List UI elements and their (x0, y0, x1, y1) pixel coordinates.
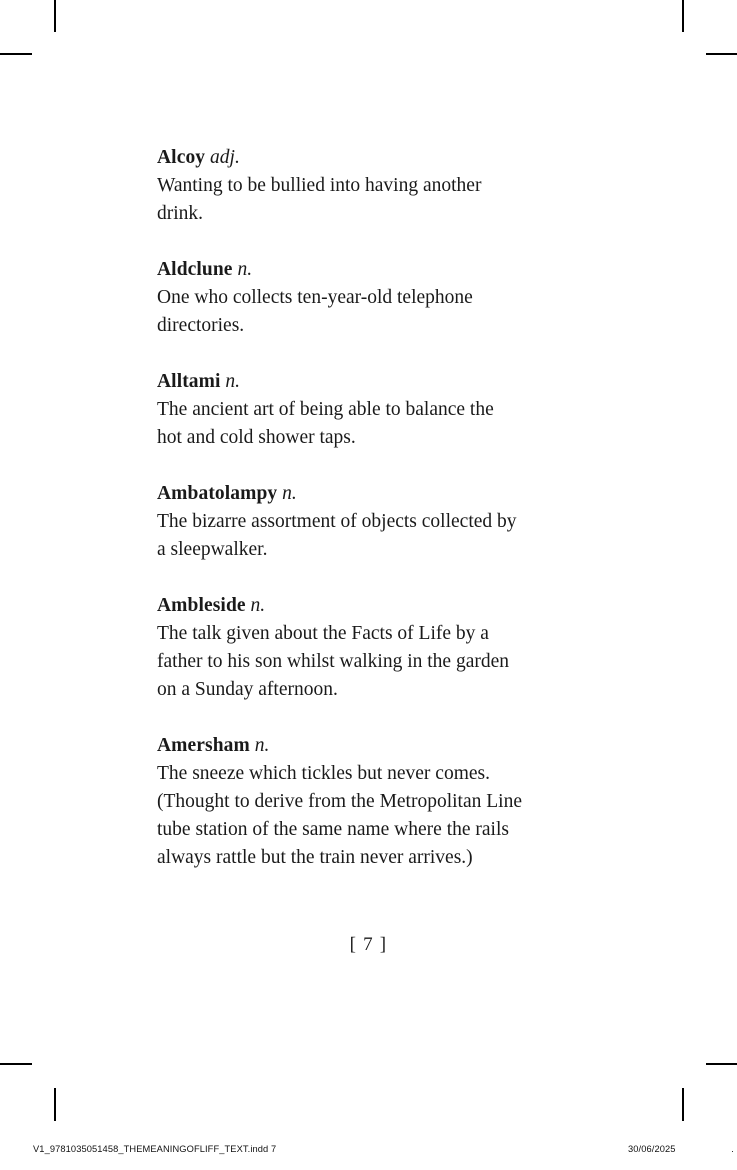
entry-headword: Ambatolampy (157, 483, 278, 504)
definition-line: on a Sunday afternoon. (157, 679, 338, 700)
crop-mark-top-left-vertical (54, 0, 56, 32)
definition-line: The sneeze which tickles but never comes. (157, 763, 490, 784)
crop-mark-top-right-horizontal (706, 53, 737, 55)
entry-definition (157, 284, 587, 340)
dictionary-entry (157, 256, 587, 340)
entry-part-of-speech: n. (237, 259, 253, 280)
crop-mark-bottom-right-horizontal (706, 1063, 737, 1065)
entry-headword: Amersham (157, 735, 250, 756)
definition-line: Wanting to be bullied into having another (157, 175, 482, 196)
crop-mark-bottom-left-horizontal (0, 1063, 32, 1065)
dictionary-entry (157, 592, 587, 704)
entry-definition (157, 396, 587, 452)
definition-line: One who collects ten-year-old telephone (157, 287, 473, 308)
definition-line: drink. (157, 203, 204, 224)
entry-part-of-speech: n. (282, 483, 297, 504)
definition-line: The talk given about the Facts of Life by a (157, 623, 489, 644)
footer-date: 30/06/2025 (628, 1144, 676, 1154)
entry-headword: Alcoy (157, 147, 206, 168)
footer-edge-tick: · (731, 1146, 735, 1156)
entry-part-of-speech: n. (254, 735, 270, 756)
entry-part-of-speech: adj. (210, 147, 240, 168)
definition-line: The ancient art of being able to balance the (157, 399, 494, 420)
entry-heading (157, 732, 587, 760)
dictionary-entry (157, 144, 587, 228)
page-number: [ 7 ] (349, 934, 388, 955)
dictionary-entry (157, 368, 587, 452)
entry-definition (157, 620, 587, 704)
definition-line: hot and cold shower taps. (157, 427, 356, 448)
definition-line: (Thought to derive from the Metropolitan Line (157, 791, 522, 812)
entry-headword: Ambleside (157, 595, 246, 616)
entry-part-of-speech: n. (225, 371, 241, 392)
entry-heading (157, 256, 587, 284)
entry-heading (157, 592, 587, 620)
definition-line: a sleepwalker. (157, 539, 268, 560)
definition-line: directories. (157, 315, 245, 336)
dictionary-entry-list (157, 144, 587, 872)
definition-line: father to his son whilst walking in the garden (157, 651, 510, 672)
definition-line: always rattle but the train never arrives.) (157, 847, 473, 868)
dictionary-entry (157, 480, 587, 564)
crop-mark-top-left-horizontal (0, 53, 32, 55)
crop-mark-bottom-left-vertical (54, 1088, 56, 1121)
entry-definition (157, 760, 587, 872)
entry-headword: Aldclune (157, 259, 233, 280)
entry-definition (157, 172, 587, 228)
crop-mark-top-right-vertical (682, 0, 684, 32)
entry-heading (157, 480, 587, 508)
entry-headword: Alltami (157, 371, 221, 392)
entry-heading (157, 144, 587, 172)
entry-heading (157, 368, 587, 396)
entry-part-of-speech: n. (250, 595, 266, 616)
definition-line: tube station of the same name where the rails (157, 819, 509, 840)
footer-file-slug: V1_9781035051458_THEMEANINGOFLIFF_TEXT.indd 7 (33, 1144, 277, 1154)
dictionary-entry (157, 732, 587, 872)
definition-line: The bizarre assortment of objects collected by (157, 511, 517, 532)
entry-definition (157, 508, 587, 564)
crop-mark-bottom-right-vertical (682, 1088, 684, 1121)
